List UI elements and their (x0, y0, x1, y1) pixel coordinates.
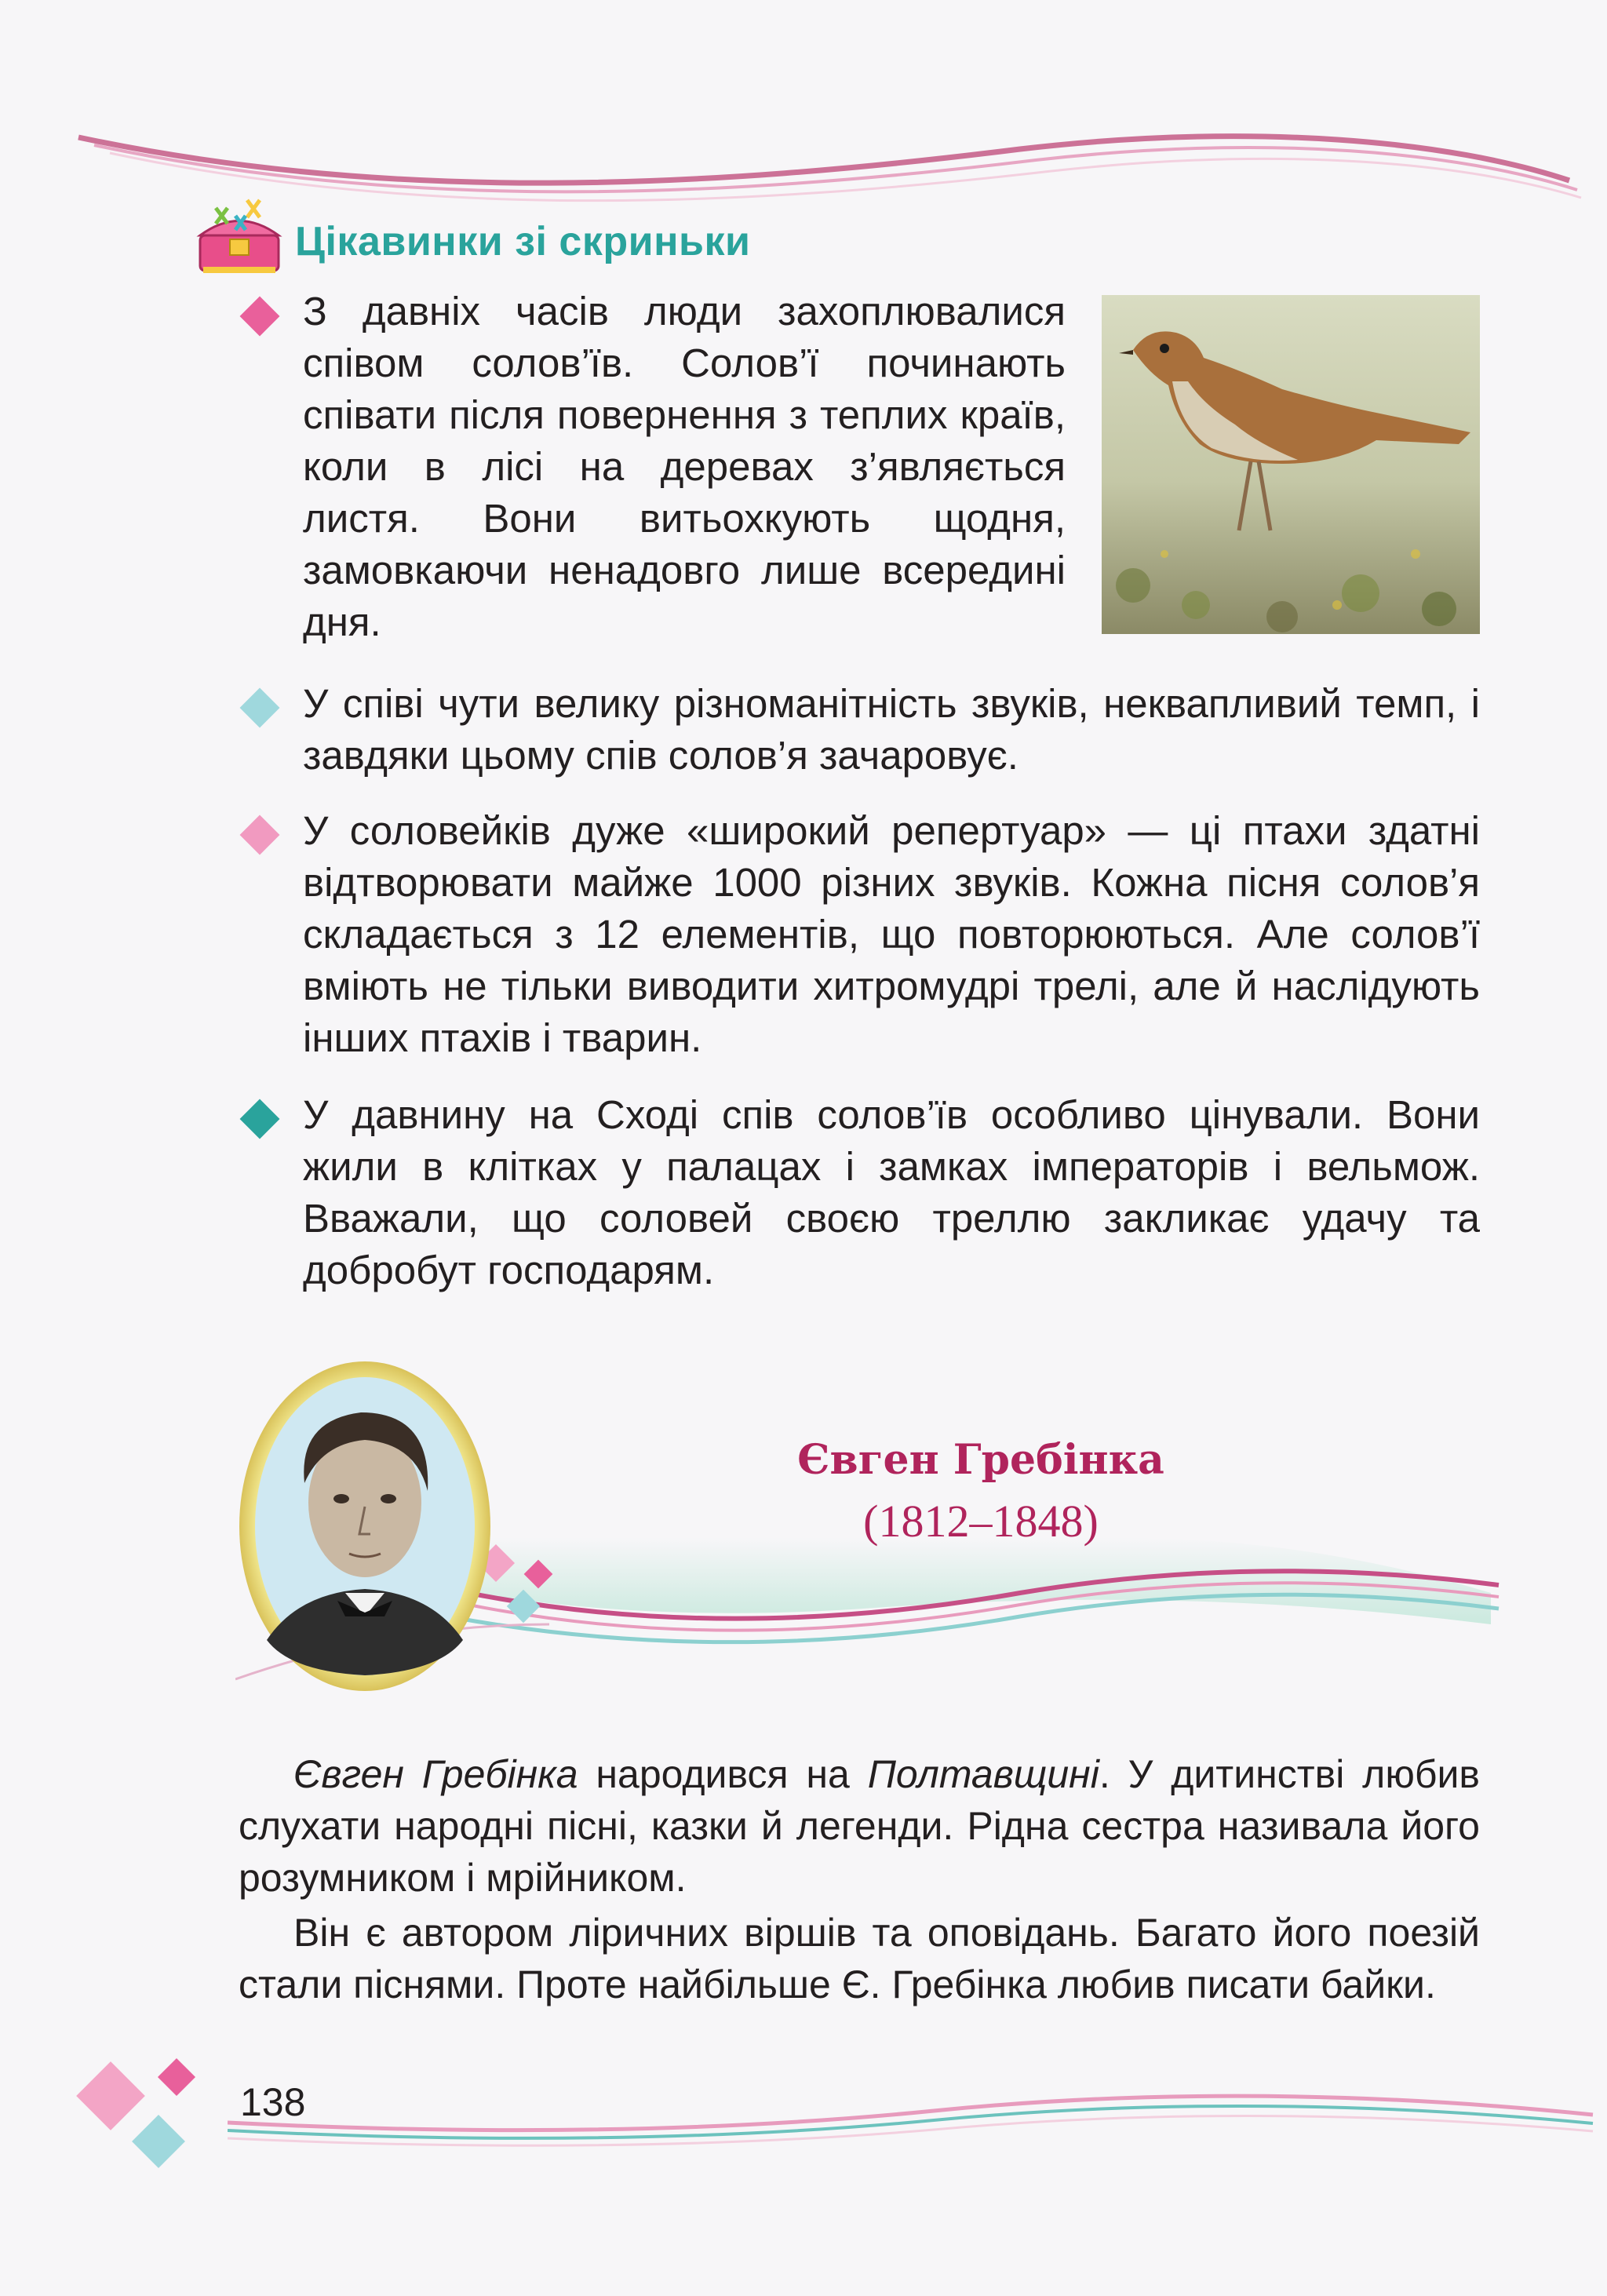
section-title: Цікавинки зі скриньки (295, 219, 751, 264)
fact-paragraph-1: З давніх часів люди захоплювалися співом солов’їв. Солов’ї починають співати після повернення з теплих країв, коли в лісі на деревах з’являється листя. Вони витьохкують щодня, замовкаючи ненадовго лише всередині дня. (303, 289, 1066, 644)
pink-diamond-bullet-icon (240, 815, 280, 855)
nightingale-photo (1102, 295, 1480, 634)
bottom-corner-diamonds-decoration (71, 2048, 228, 2181)
author-years: (1812–1848) (863, 1496, 1099, 1547)
fact-paragraph-4: У давнину на Сході спів солов’їв особливо цінували. Вони жили в клітках у палацах і замках імператорів і вельмож. Вважали, що соловей своєю треллю закликає удачу та добробут господарям. (303, 1092, 1480, 1292)
bio-place: Полтавщині (867, 1752, 1099, 1796)
light-blue-diamond-bullet-icon (240, 688, 280, 728)
author-name: Євген Гребінка (797, 1436, 1164, 1484)
bio-text: . У дитинстві любив слухати народні пісні, казки й легенди. Рідна сестра називала його розумником і мрійником. (239, 1752, 1480, 1900)
author-portrait (235, 1358, 494, 1695)
pink-diamond-bullet-icon (240, 297, 280, 337)
bottom-swoosh-decoration (228, 2056, 1607, 2150)
page-number: 138 (240, 2080, 306, 2124)
treasure-chest-icon (192, 192, 286, 279)
bio-paragraph-1 (239, 1748, 1480, 1904)
fact-paragraph-2: У співі чути велику різноманітність звуків, неквапливий темп, і завдяки цьому спів солов’я зачаровує. (303, 681, 1480, 778)
fact-paragraph-3: У соловейків дуже «широкий репертуар» — ці птахи здатні відтворювати майже 1000 різних звуків. Кожна пісня солов’я складається з 12 елементів, що повторюються. Але солов’ї вміють не тільки виводити хитромудрі трелі, але й наслідують інших птахів і тварин. (303, 808, 1480, 1060)
bio-text: народився на (578, 1752, 868, 1796)
bio-author-name: Євген Гребінка (293, 1752, 578, 1796)
teal-diamond-bullet-icon (240, 1099, 280, 1139)
bio-paragraph-2: Він є автором ліричних віршів та оповідань. Багато його поезій стали піснями. Проте найбільше Є. Гребінка любив писати байки. (239, 1911, 1480, 2006)
